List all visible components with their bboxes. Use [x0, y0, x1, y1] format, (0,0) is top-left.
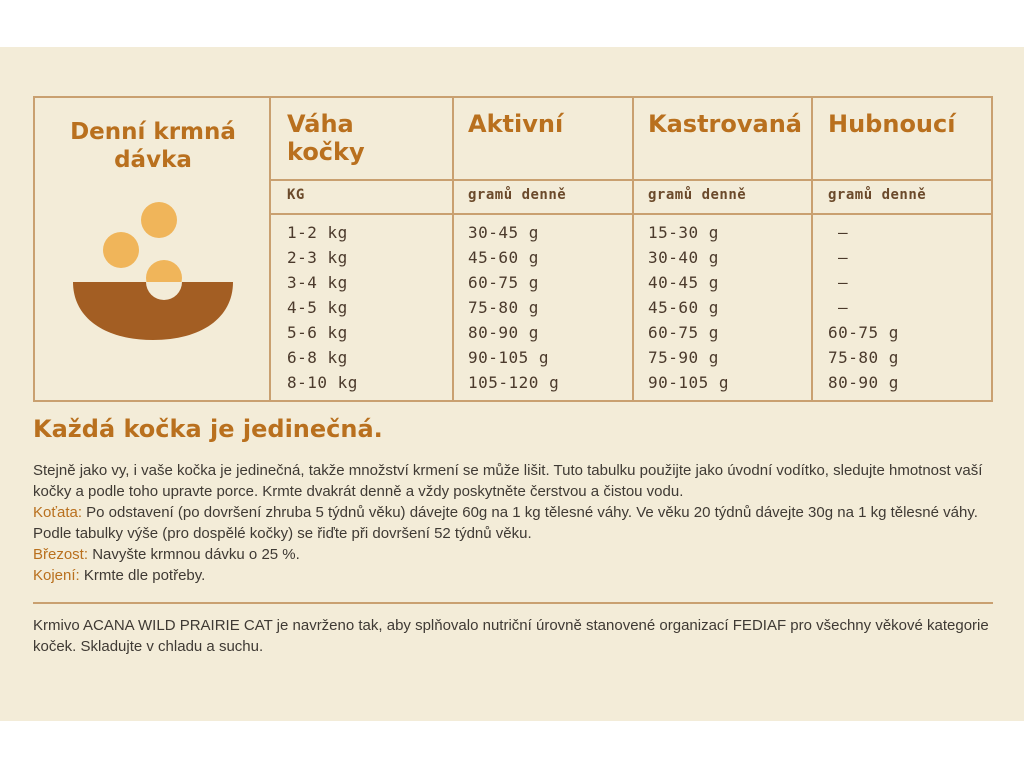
table-title: Denní krmná dávka [70, 119, 236, 173]
nursing-label: Kojení: [33, 567, 80, 584]
pregnancy-paragraph [33, 544, 998, 565]
table-cell: 45-60 g [648, 298, 719, 317]
table-cell: 90-105 g [468, 348, 550, 367]
table-cell: 80-90 g [828, 373, 899, 392]
table-cell: 6-8 kg [287, 348, 348, 367]
table-cell: — [838, 273, 849, 292]
column-header-active: Aktivní [468, 110, 564, 138]
kibble-icon [141, 202, 177, 238]
table-cell: 8-10 kg [287, 373, 358, 392]
kibble-icon [103, 232, 139, 268]
section-divider [33, 602, 993, 604]
active-values [468, 223, 559, 398]
table-divider [271, 213, 991, 215]
table-divider [452, 98, 454, 400]
table-divider [632, 98, 634, 400]
table-cell: 80-90 g [468, 323, 539, 342]
footer-note: Krmivo ACANA WILD PRAIRIE CAT je navrženo tak, aby splňovalo nutriční úrovně stanovené organizací FEDIAF pro všechny věkové kategorie koček. Skladujte v chladu a suchu. [33, 617, 989, 655]
kittens-text: Po odstavení (po dovršení zhruba 5 týdnů věku) dávejte 60g na 1 kg tělesné váhy. Ve věku 20 týdnů dávejte 30g na 1 kg tělesné váhy. Podle tabulky výše (pro dospělé kočky) se řiďte při dovršení 52 týdnů věku. [33, 504, 978, 542]
feeding-instructions [33, 460, 998, 586]
kittens-label: Koťata: [33, 504, 82, 521]
section-heading: Každá kočka je jedinečná. [33, 415, 383, 443]
kittens-paragraph [33, 502, 998, 544]
table-divider [811, 98, 813, 400]
table-divider [271, 179, 991, 181]
table-cell: 30-40 g [648, 248, 719, 267]
table-cell: 60-75 g [828, 323, 899, 342]
table-cell: 75-80 g [468, 298, 539, 317]
table-cell: 105-120 g [468, 373, 560, 392]
table-cell: 3-4 kg [287, 273, 348, 292]
nursing-text: Krmte dle potřeby. [79, 567, 206, 584]
table-cell: — [838, 223, 849, 242]
weight-loss-values [828, 223, 899, 398]
table-cell: 4-5 kg [287, 298, 348, 317]
pregnancy-text: Navyšte krmnou dávku o 25 %. [88, 546, 300, 563]
table-cell: 40-45 g [648, 273, 719, 292]
table-cell: 2-3 kg [287, 248, 348, 267]
unit-label: gramů denně [648, 187, 747, 203]
table-cell: 90-105 g [648, 373, 730, 392]
neutered-values [648, 223, 729, 398]
table-cell: 60-75 g [648, 323, 719, 342]
nursing-paragraph [33, 565, 998, 586]
column-header-weight-loss: Hubnoucí [828, 110, 956, 138]
table-cell: 15-30 g [648, 223, 719, 242]
table-cell: 5-6 kg [287, 323, 348, 342]
table-cell: 75-90 g [648, 348, 719, 367]
unit-label: gramů denně [468, 187, 567, 203]
column-header-weight: Váha kočky [287, 110, 365, 166]
table-cell: — [838, 298, 849, 317]
column-header-neutered: Kastrovaná [648, 110, 802, 138]
table-cell: 30-45 g [468, 223, 539, 242]
weight-values [287, 223, 358, 398]
table-cell: — [838, 248, 849, 267]
table-cell: 45-60 g [468, 248, 539, 267]
intro-paragraph: Stejně jako vy, i vaše kočka je jedinečná, takže množství krmení se může lišit. Tuto tabulku použijte jako úvodní vodítko, sledujte hmotnost vaší kočky a podle toho upravte porce. Krmte dvakrát denně a vždy poskytněte čerstvou a čistou vodu. [33, 462, 983, 500]
table-cell: 1-2 kg [287, 223, 348, 242]
pregnancy-label: Březost: [33, 546, 89, 563]
table-cell: 60-75 g [468, 273, 539, 292]
table-cell: 75-80 g [828, 348, 899, 367]
feeding-table [33, 96, 993, 402]
bowl-icon [71, 198, 241, 348]
unit-label: gramů denně [828, 187, 927, 203]
unit-label: KG [287, 187, 305, 203]
